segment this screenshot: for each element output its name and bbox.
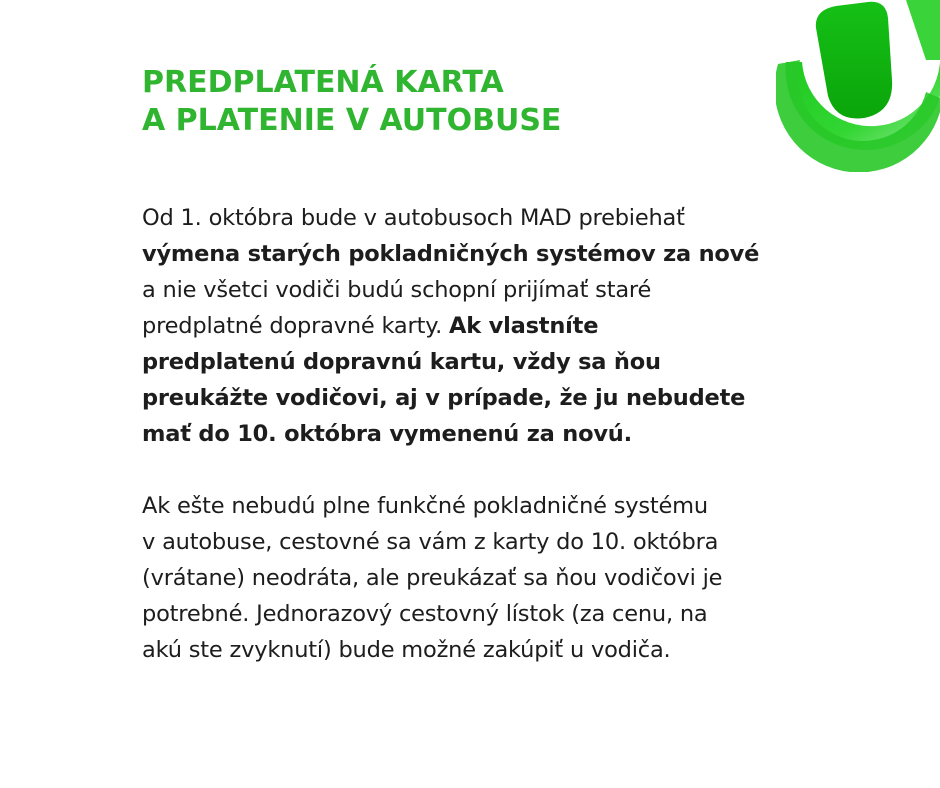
p1-text: predplatné dopravné karty. bbox=[142, 313, 450, 339]
p1-bold-text: predplatenú dopravnú kartu, vždy sa ňou bbox=[142, 349, 661, 375]
p2-line: v autobuse, cestovné sa vám z karty do 10. októbra bbox=[142, 529, 719, 555]
p1-bold-text: výmena starých pokladničných systémov za nové bbox=[142, 241, 760, 267]
p1-line: Od 1. októbra bude v autobusoch MAD prebiehať bbox=[142, 205, 685, 231]
p1-bold-text: mať do 10. októbra vymenenú za novú. bbox=[142, 421, 632, 447]
paragraph-1 bbox=[142, 200, 802, 452]
title-line-1: PREDPLATENÁ KARTA bbox=[142, 65, 504, 100]
paragraph-2 bbox=[142, 488, 802, 668]
p1-bold-text: preukážte vodičovi, aj v prípade, že ju nebudete bbox=[142, 385, 746, 411]
p1-line: a nie všetci vodiči budú schopní prijímať staré bbox=[142, 277, 652, 303]
p2-line: potrebné. Jednorazový cestovný lístok (za cenu, na bbox=[142, 601, 708, 627]
p2-line: Ak ešte nebudú plne funkčné pokladničné systému bbox=[142, 493, 708, 519]
page-title bbox=[142, 64, 561, 140]
p2-line: (vrátane) neodráta, ale preukázať sa ňou vodičovi je bbox=[142, 565, 723, 591]
title-line-2: A PLATENIE V AUTOBUSE bbox=[142, 103, 562, 138]
article-body bbox=[142, 200, 802, 668]
green-u-logo-icon bbox=[776, 0, 940, 172]
p1-bold-text: Ak vlastníte bbox=[449, 313, 599, 339]
p2-line: akú ste zvyknutí) bude možné zakúpiť u vodiča. bbox=[142, 637, 671, 663]
